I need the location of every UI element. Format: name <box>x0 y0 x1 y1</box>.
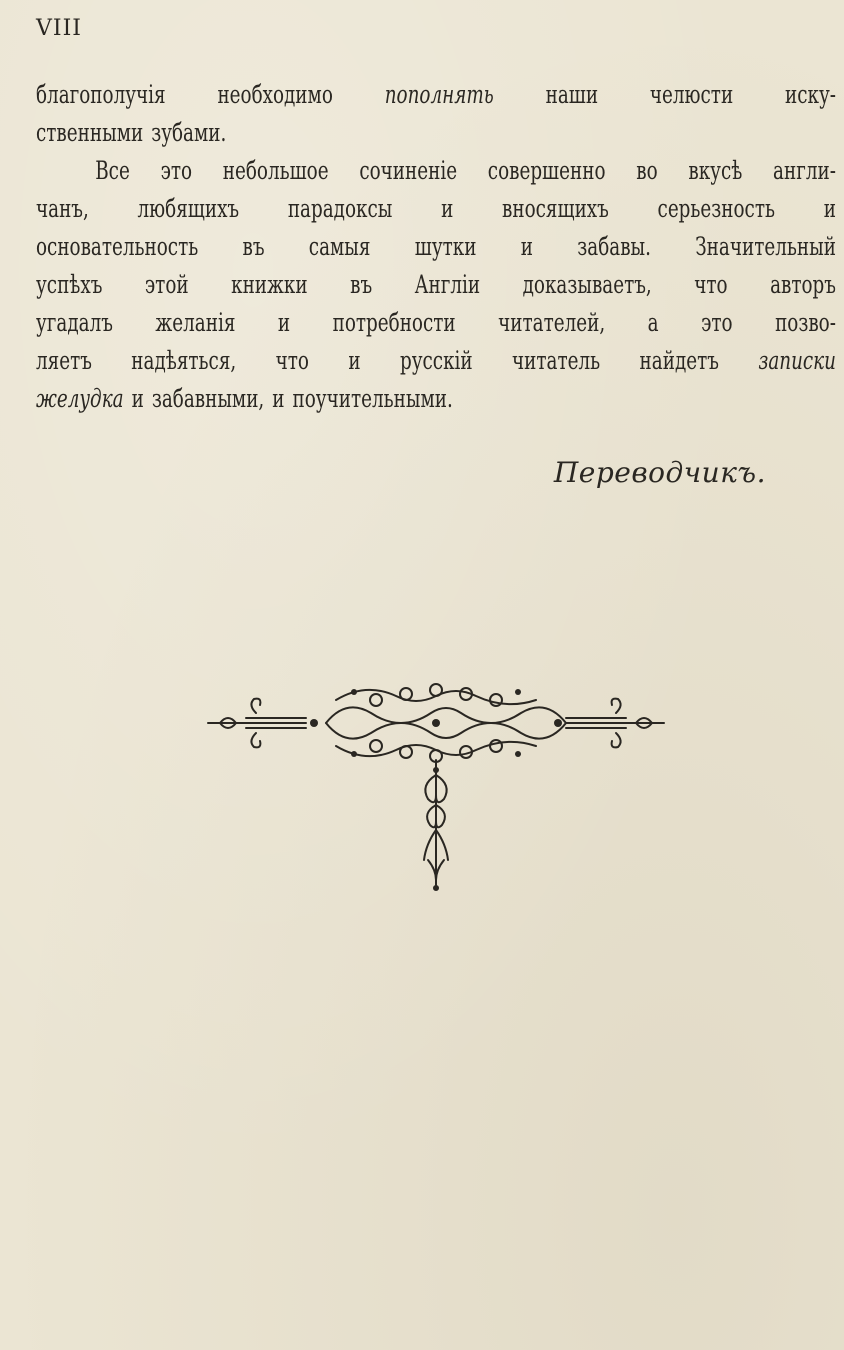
body-text <box>36 76 836 418</box>
word: и <box>520 232 533 262</box>
word: успѣхъ <box>36 270 103 300</box>
italic-word: желудка <box>36 384 124 414</box>
word: англи- <box>773 156 836 186</box>
word: читатель <box>512 346 601 376</box>
word: вкусѣ <box>688 156 743 186</box>
text-line <box>36 76 836 114</box>
text-line <box>36 114 836 152</box>
word: и <box>441 194 454 224</box>
word: небольшое <box>222 156 329 186</box>
word: въ <box>242 232 265 262</box>
word: ственными <box>36 118 144 148</box>
word: читателей, <box>498 308 606 338</box>
word: это <box>160 156 193 186</box>
word: и <box>277 308 291 338</box>
word: угадалъ <box>36 308 113 338</box>
fleuron-ornament-icon <box>206 680 666 895</box>
word: и <box>823 194 836 224</box>
word: шутки <box>414 232 477 262</box>
word: забавы. <box>577 232 651 262</box>
word: что <box>694 270 728 300</box>
page-number: VIII <box>36 16 82 41</box>
text-line <box>36 228 836 266</box>
word: позво- <box>775 308 836 338</box>
word: Все <box>95 156 130 186</box>
word: самыя <box>308 232 371 262</box>
word: чанъ, <box>36 194 89 224</box>
text-line <box>36 342 836 380</box>
italic-word: пополнять <box>384 80 494 110</box>
word: въ <box>350 270 373 300</box>
word: поучительными. <box>292 384 453 414</box>
word: основательность <box>36 232 199 262</box>
word: забавными, <box>151 384 265 414</box>
word: это <box>701 308 733 338</box>
word: что <box>275 346 309 376</box>
word: этой <box>144 270 189 300</box>
word: сочиненіе <box>359 156 458 186</box>
word: русскій <box>399 346 473 376</box>
word: вносящихъ <box>502 194 609 224</box>
word: во <box>636 156 658 186</box>
word: ляетъ <box>36 346 92 376</box>
text-line <box>36 190 836 228</box>
word: потребности <box>332 308 456 338</box>
word: наши <box>545 80 599 110</box>
word: Англіи <box>414 270 481 300</box>
word: и <box>131 384 144 414</box>
word: и <box>348 346 361 376</box>
word: любящихъ <box>137 194 240 224</box>
word: совершенно <box>487 156 606 186</box>
word: а <box>647 308 659 338</box>
text-line <box>36 152 836 190</box>
text-line <box>36 380 836 418</box>
word: благополучія <box>36 80 166 110</box>
word: парадоксы <box>287 194 393 224</box>
word: необходимо <box>217 80 333 110</box>
word: книжки <box>231 270 308 300</box>
translator-signature: Переводчикъ. <box>553 456 766 489</box>
word: и <box>272 384 285 414</box>
word: найдетъ <box>639 346 719 376</box>
word: серьезность <box>657 194 775 224</box>
word: желанія <box>155 308 236 338</box>
word: надѣяться, <box>131 346 237 376</box>
word: доказываетъ, <box>522 270 652 300</box>
word: Значительный <box>695 232 836 262</box>
word: иску- <box>785 80 836 110</box>
word: челюсти <box>649 80 734 110</box>
italic-word: записки <box>758 346 836 376</box>
text-line <box>36 304 836 342</box>
word: авторъ <box>770 270 836 300</box>
text-line <box>36 266 836 304</box>
word: зубами. <box>151 118 227 148</box>
